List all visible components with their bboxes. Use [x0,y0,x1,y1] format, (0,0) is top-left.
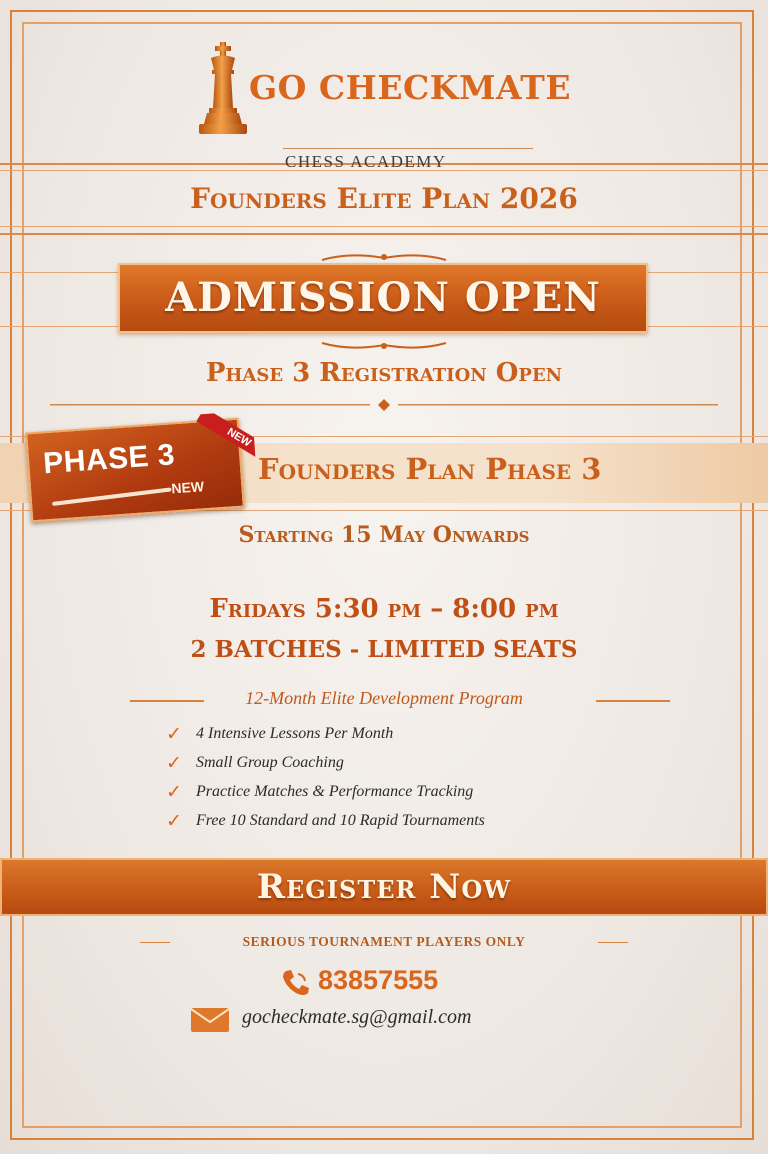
brand-subtitle: CHESS ACADEMY [285,152,447,171]
banner-text: ADMISSION OPEN [165,274,601,321]
check-icon: ✓ [166,810,182,832]
batches: 2 BATCHES - LIMITED SEATS [190,636,578,663]
pen-icon [52,487,172,506]
flourish-top-icon [320,250,448,264]
plan-title: Founders Elite Plan 2026 [190,182,578,215]
feature-text: Practice Matches & Performance Tracking [196,783,474,800]
phone-number[interactable]: 83857555 [318,965,439,995]
list-item [166,781,646,810]
feature-text: 4 Intensive Lessons Per Month [196,725,394,742]
email-contact[interactable] [190,1002,590,1038]
list-item [166,810,646,839]
register-now-label: Register Now [256,867,512,907]
register-now-button[interactable] [0,858,768,916]
check-icon: ✓ [166,723,182,745]
program-title: 12-Month Elite Development Program [245,688,523,708]
ribbon-text: NEW [196,411,256,468]
check-icon: ✓ [166,752,182,774]
badge-new-text: NEW [170,478,205,497]
new-ribbon [194,411,256,473]
phase-title: Founders Plan Phase 3 [258,452,602,486]
eligibility-note: SERIOUS TOURNAMENT PLAYERS ONLY [242,934,526,949]
phase-badge [25,418,254,523]
phone-contact[interactable] [280,965,540,1005]
badge-main-text: PHASE 3 [42,438,177,481]
divider [0,233,768,235]
brand-logo [195,40,571,171]
feature-list [166,723,646,839]
feature-text: Free 10 Standard and 10 Rapid Tournaments [196,812,485,829]
admission-banner [118,263,648,333]
brand-rule [283,148,533,149]
start-date: Starting 15 May Onwards [238,522,530,548]
email-address[interactable]: gocheckmate.sg@gmail.com [242,1006,472,1028]
divider [0,226,768,227]
brand-name: GO CHECKMATE [249,68,571,107]
mail-icon [190,1007,230,1033]
phone-icon [280,968,312,998]
list-item [166,723,646,752]
list-item [166,752,646,781]
diamond-divider [50,398,718,412]
feature-text: Small Group Coaching [196,754,344,771]
flourish-bottom-icon [320,339,448,353]
schedule: Fridays 5:30 pm – 8:00 pm [209,594,559,624]
king-chess-icon [195,40,251,138]
registration-status: Phase 3 Registration Open [205,358,563,388]
check-icon: ✓ [166,781,182,803]
